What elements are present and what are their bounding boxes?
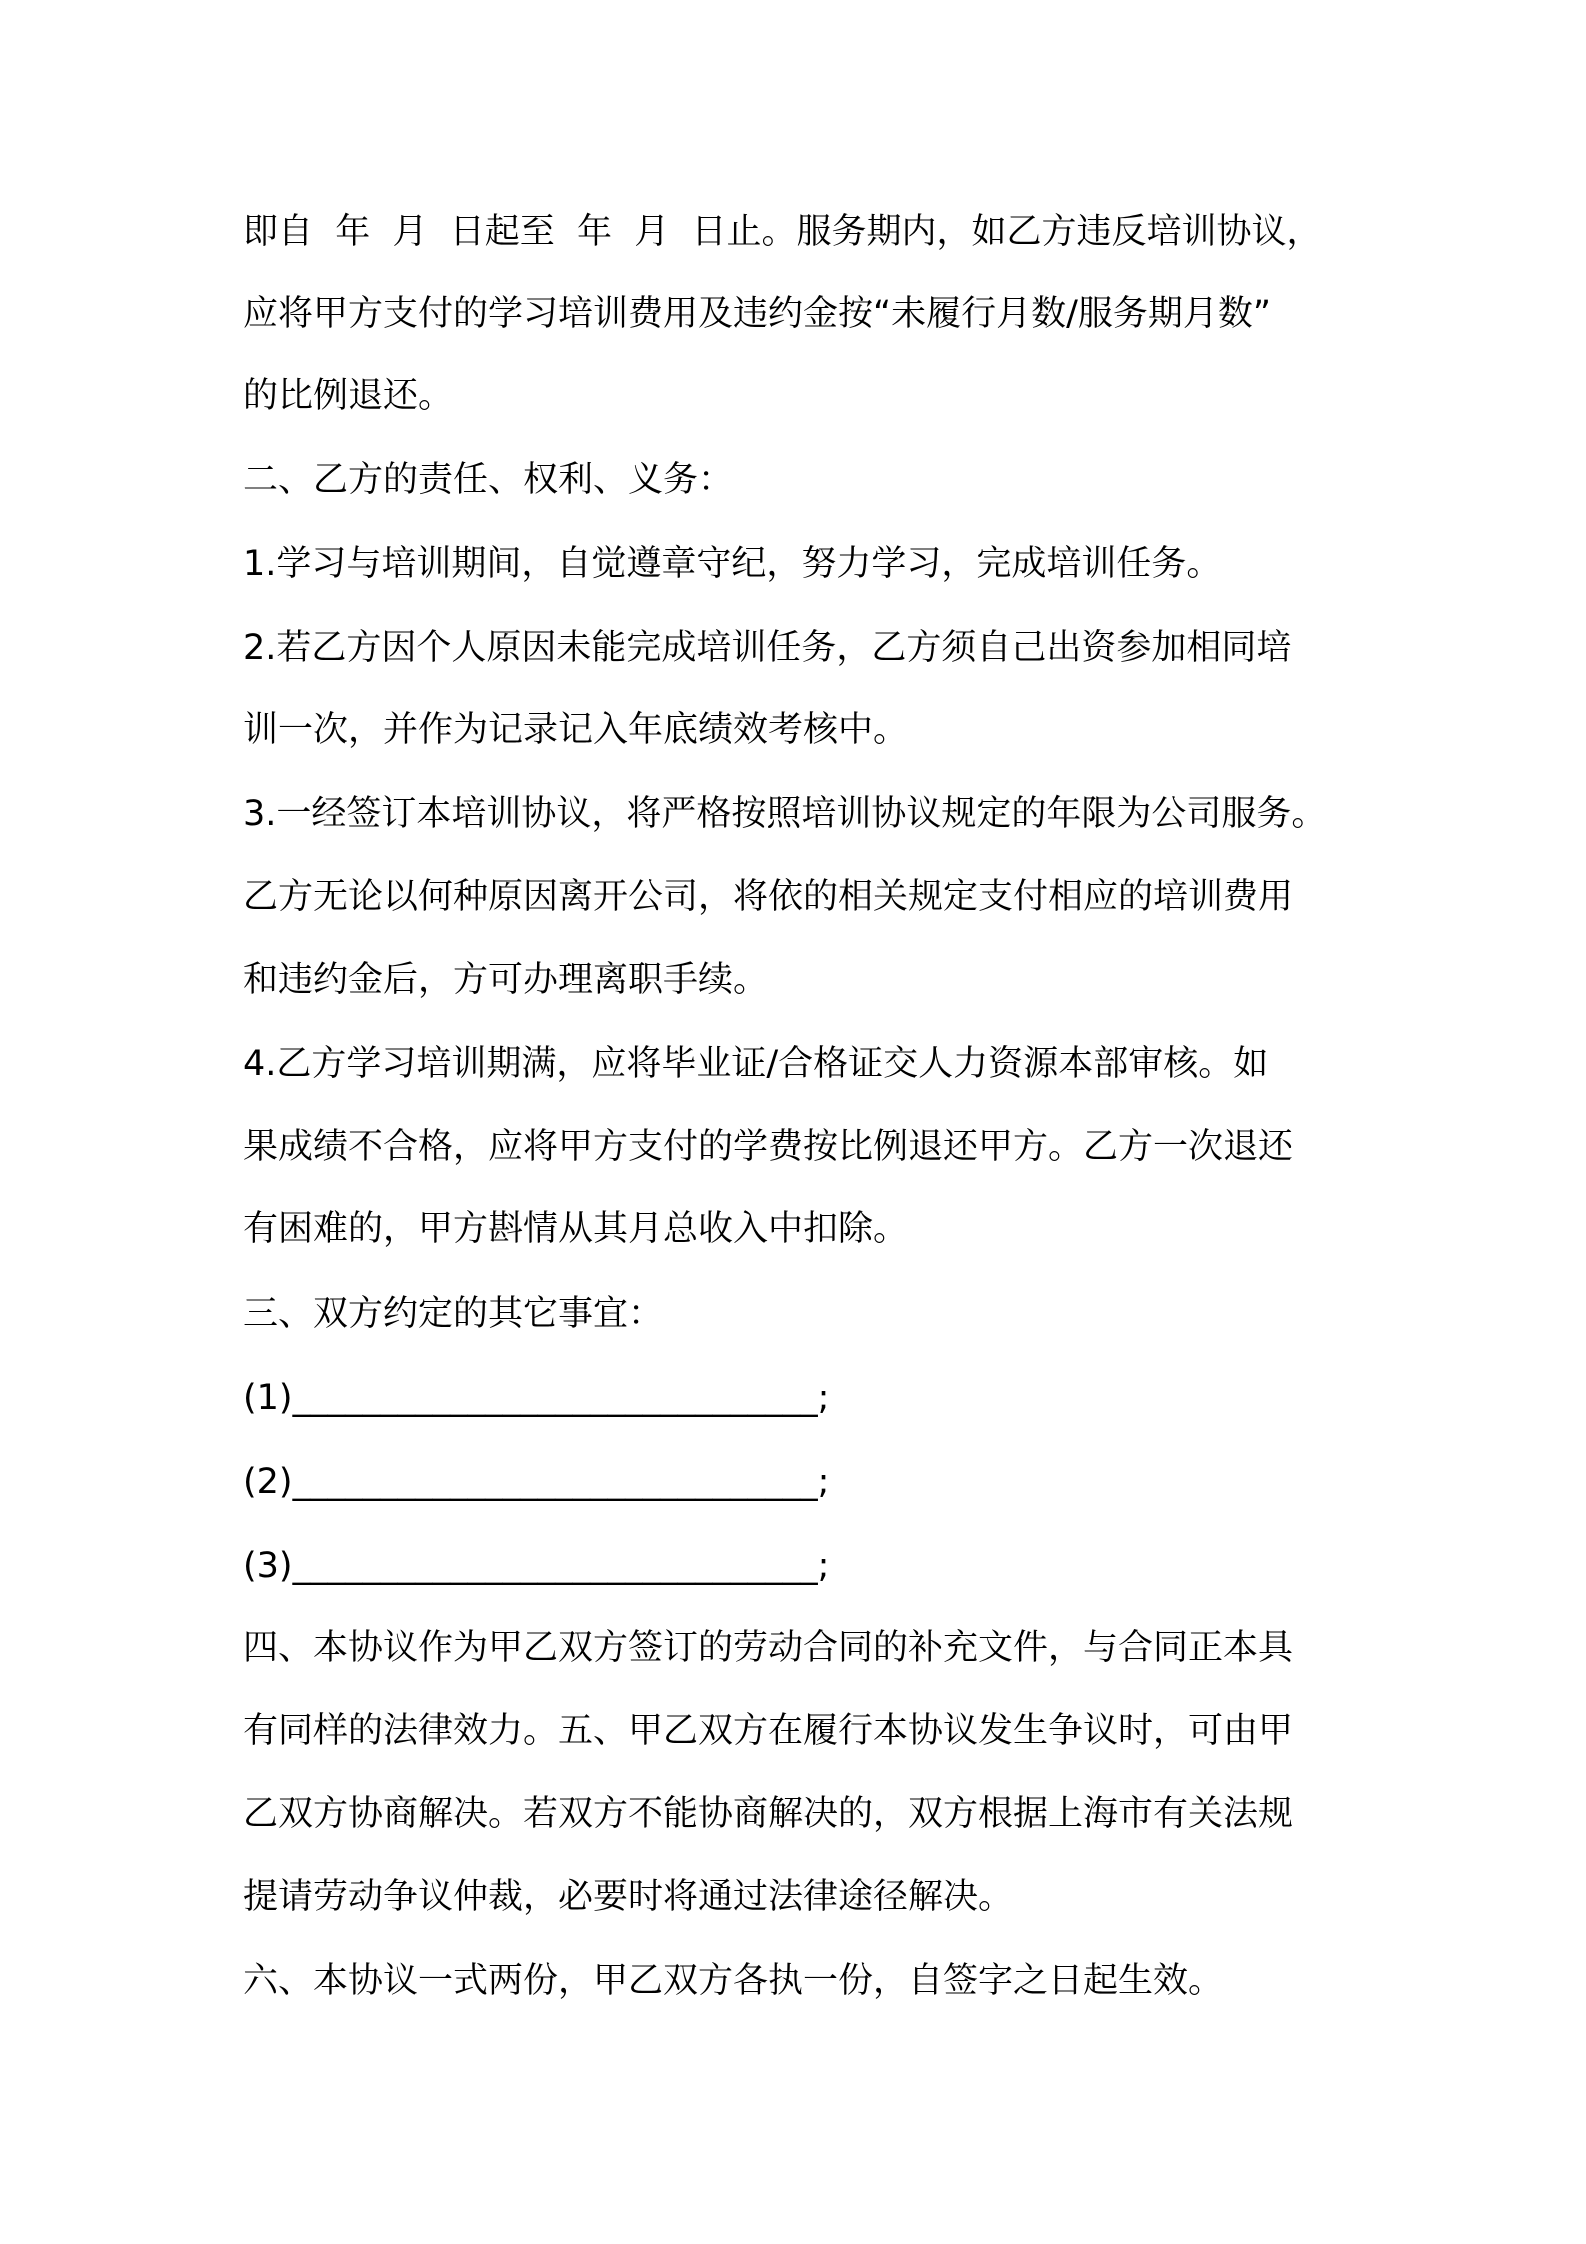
list-item: 4.乙方学习培训期满，应将毕业证/合格证交人力资源本部审核。如 <box>243 1044 1269 1084</box>
list-item: 2.若乙方因个人原因未能完成培训任务，乙方须自己出资参加相同培 <box>243 628 1292 668</box>
blank-field-line: (1)______________________________; <box>243 1378 830 1418</box>
section-heading: 三、双方约定的其它事宜： <box>243 1294 664 1334</box>
paragraph-line: 的比例退还。 <box>243 376 454 416</box>
paragraph-line: 和违约金后，方可办理离职手续。 <box>243 960 769 1000</box>
paragraph-line: 训一次，并作为记录记入年底绩效考核中。 <box>243 710 909 750</box>
paragraph-line: 乙双方协商解决。若双方不能协商解决的，双方根据上海市有关法规 <box>243 1794 1294 1834</box>
section-heading: 四、本协议作为甲乙双方签订的劳动合同的补充文件，与合同正本具 <box>243 1628 1294 1668</box>
paragraph-line: 提请劳动争议仲裁，必要时将通过法律途径解决。 <box>243 1877 1014 1917</box>
list-item: 1.学习与培训期间，自觉遵章守纪，努力学习，完成培训任务。 <box>243 544 1222 584</box>
list-item: 3.一经签订本培训协议，将严格按照培训协议规定的年限为公司服务。 <box>243 794 1327 834</box>
section-heading: 六、本协议一式两份，甲乙双方各执一份，自签字之日起生效。 <box>243 1961 1224 2001</box>
section-heading: 二、乙方的责任、权利、义务： <box>243 460 734 500</box>
paragraph-line: 应将甲方支付的学习培训费用及违约金按“未履行月数/服务期月数” <box>243 294 1272 334</box>
paragraph-line: 果成绩不合格，应将甲方支付的学费按比例退还甲方。乙方一次退还 <box>243 1127 1294 1167</box>
paragraph-line: 乙方无论以何种原因离开公司，将依的相关规定支付相应的培训费用 <box>243 877 1294 917</box>
paragraph-line: 即自 年 月 日起至 年 月 日止。服务期内，如乙方违反培训协议， <box>243 212 1322 252</box>
blank-field-line: (3)______________________________; <box>243 1546 830 1586</box>
paragraph-line: 有同样的法律效力。五、甲乙双方在履行本协议发生争议时，可由甲 <box>243 1711 1294 1751</box>
blank-field-line: (2)______________________________; <box>243 1462 830 1502</box>
paragraph-line: 有困难的，甲方斟情从其月总收入中扣除。 <box>243 1209 909 1249</box>
